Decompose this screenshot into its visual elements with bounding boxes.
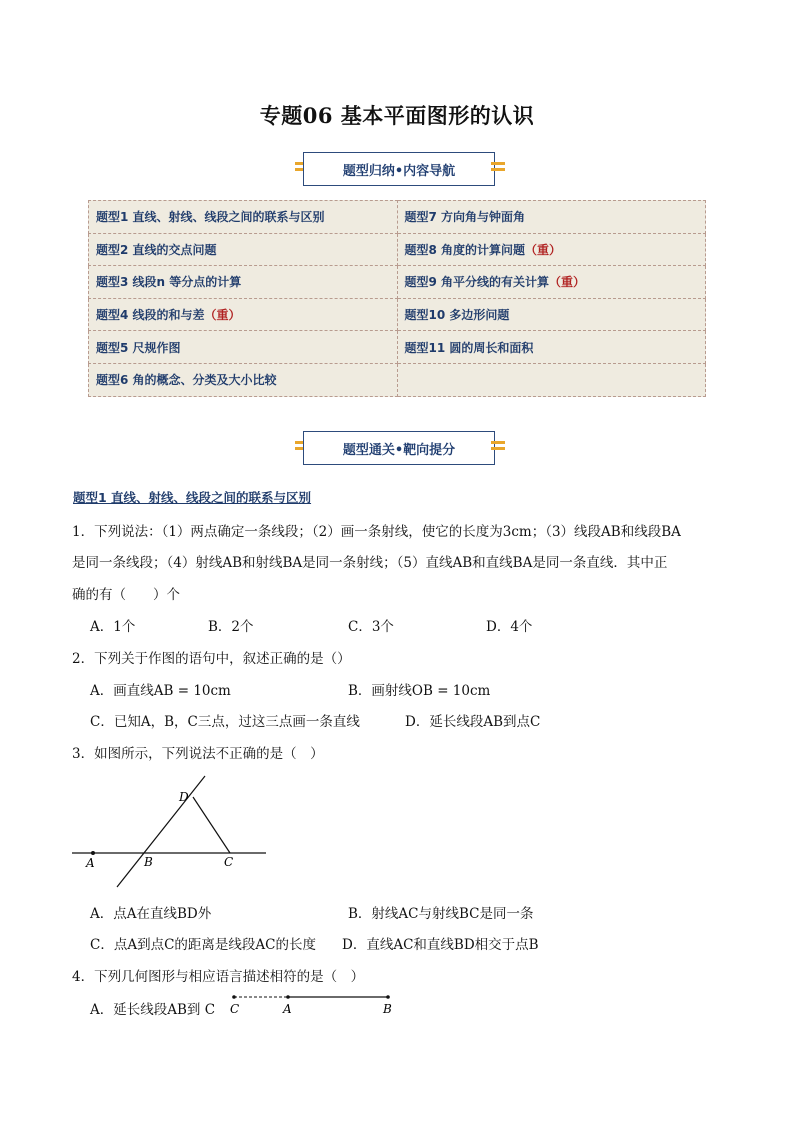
nav-cell[interactable]: 题型6 角的概念、分类及大小比较 xyxy=(89,363,398,396)
nav-cell[interactable]: 题型3 线段n 等分点的计算 xyxy=(89,266,398,299)
nav-cell[interactable]: 题型10 多边形问题 xyxy=(397,298,706,331)
line-bd xyxy=(117,776,205,887)
segment-dc xyxy=(193,797,230,853)
q2-option-b[interactable]: B．画射线OB = 10cm xyxy=(348,683,491,699)
q4-option-a-figure xyxy=(226,990,398,1018)
banner-content-nav xyxy=(295,152,505,186)
banner-label: 题型通关•靶向提分 xyxy=(303,431,495,465)
nav-cell-empty xyxy=(397,363,706,396)
q3-stem: 3．如图所示，下列说法不正确的是（ ） xyxy=(72,746,324,762)
q1-stem-line: 1．下列说法：（1）两点确定一条线段；（2）画一条射线，使它的长度为3cm；（3）线段AB和线段BA xyxy=(72,524,681,540)
key-tag: （重） xyxy=(525,242,562,257)
nav-cell[interactable]: 题型11 圆的周长和面积 xyxy=(397,331,706,364)
key-tag: （重） xyxy=(204,308,241,323)
table-row xyxy=(89,266,706,299)
page-title: 专题06 基本平面图形的认识 xyxy=(259,103,535,128)
nav-cell[interactable]: 题型5 尺规作图 xyxy=(89,331,398,364)
q1-stem-line: 确的有（ ）个 xyxy=(72,587,180,603)
topic-nav-table xyxy=(88,200,706,397)
nav-cell[interactable]: 题型7 方向角与钟面角 xyxy=(397,201,706,234)
banner-practice xyxy=(295,431,505,465)
q2-option-a[interactable]: A．画直线AB = 10cm xyxy=(90,683,231,699)
q3-option-c[interactable]: C．点A到点C的距离是线段AC的长度 xyxy=(90,937,316,953)
table-row xyxy=(89,298,706,331)
nav-label: 题型8 角度的计算问题 xyxy=(404,242,526,257)
q3-option-d[interactable]: D．直线AC和直线BD相交于点B xyxy=(342,937,539,953)
table-row xyxy=(89,201,706,234)
nav-label: 题型4 线段的和与差 xyxy=(96,308,205,323)
q1-option-d[interactable]: D．4个 xyxy=(486,619,533,635)
q1-option-a[interactable]: A．1个 xyxy=(90,619,136,635)
q1-option-b[interactable]: B．2个 xyxy=(208,619,254,635)
decor-bars-icon xyxy=(491,162,505,176)
point-a xyxy=(91,851,95,855)
decor-bars-icon xyxy=(491,441,505,455)
q2-option-d[interactable]: D．延长线段AB到点C xyxy=(405,714,541,730)
nav-cell[interactable] xyxy=(397,233,706,266)
point-c xyxy=(232,995,236,999)
nav-cell[interactable]: 题型2 直线的交点问题 xyxy=(89,233,398,266)
nav-cell[interactable] xyxy=(89,298,398,331)
label-d: D xyxy=(179,790,189,804)
label-b: B xyxy=(383,1002,392,1016)
q1-stem-line: 是同一条线段；（4）射线AB和射线BA是同一条射线；（5）直线AB和直线BA是同一条直线．其中正 xyxy=(72,555,668,571)
nav-label: 题型9 角平分线的有关计算 xyxy=(404,275,550,290)
section-heading: 题型1 直线、射线、线段之间的联系与区别 xyxy=(73,490,312,505)
nav-cell[interactable]: 题型1 直线、射线、线段之间的联系与区别 xyxy=(89,201,398,234)
q4-stem: 4．下列几何图形与相应语言描述相符的是（ ） xyxy=(72,969,365,985)
label-a: A xyxy=(86,856,95,870)
q3-geometry-figure xyxy=(60,770,280,892)
point-a xyxy=(286,995,290,999)
q3-option-b[interactable]: B．射线AC与射线BC是同一条 xyxy=(348,906,534,922)
q2-stem: 2．下列关于作图的语句中，叙述正确的是（） xyxy=(72,651,351,667)
banner-label: 题型归纳•内容导航 xyxy=(303,152,495,186)
label-a: A xyxy=(283,1002,292,1016)
table-row xyxy=(89,363,706,396)
label-b: B xyxy=(144,855,153,869)
q4-option-a[interactable]: A．延长线段AB到 C xyxy=(90,1002,216,1018)
key-tag: （重） xyxy=(549,275,586,290)
q3-option-a[interactable]: A．点A在直线BD外 xyxy=(90,906,212,922)
table-row xyxy=(89,331,706,364)
point-b xyxy=(386,995,390,999)
table-row xyxy=(89,233,706,266)
label-c: C xyxy=(224,855,234,869)
q2-option-c[interactable]: C．已知A，B，C三点，过这三点画一条直线 xyxy=(90,714,360,730)
nav-cell[interactable] xyxy=(397,266,706,299)
label-c: C xyxy=(230,1002,240,1016)
q1-option-c[interactable]: C．3个 xyxy=(348,619,394,635)
